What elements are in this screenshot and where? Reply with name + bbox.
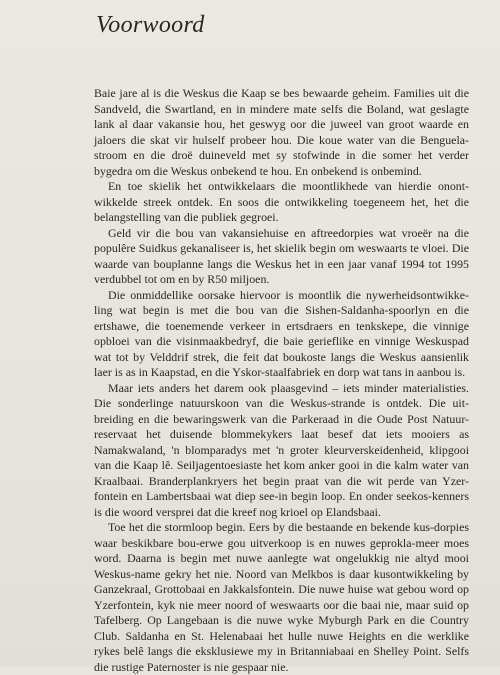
paragraph-4: Die onmiddellike oorsake hiervoor is moontlik die nywerheidsontwikke-ling wat begin is met die bou van die Sishen-Saldanha-spoorlyn en die ertshawe, die toenemende verkeer in ertsdraers en tenkskepe, die vinnige opbloei van die visinmaakbedryf, die baie gerieflike en vinnige Weskuspad wat tot by Velddrif strek, die feit dat boukoste langs die Weskus aansienlik laer is as in Kaapstad, en die Yskor-staalfabriek en dorp wat tans in aanbou is.	[94, 287, 469, 379]
paragraph-5: Maar iets anders het darem ook plaasgevind – iets minder materialisties. Die sonderlinge natuurskoon van die Weskus-strande is ontdek. Die uit-breiding en die bewaringswerk van die Parkeraad in die Oude Post Natuur-reservaat het duisende blommekykers laat besef dat iets mooiers as Namakwaland, 'n blomparadys met 'n groter kleurverskeidenheid, klipgooi van die Kaap lê. Seiljagentoesiaste het kom anker gooi in die kalm water van Kraalbaai. Branderplankryers het begin praat van die wit perde van Yzer-fontein en Lambertsbaai wat diep see-in begin loop. En onder seekos-kenners is die woord versprei dat die kreef nog krioel op Elandsbaai.	[94, 380, 469, 519]
page-title: Voorwoord	[96, 12, 205, 38]
paragraph-1: Baie jare al is die Weskus die Kaap se bes bewaarde geheim. Families uit die Sandveld, die Swartland, en in mindere mate selfs die Boland, wat geslagte lank al daar vakansie hou, het geswyg oor die juweel van groot waarde en jaloers die skat vir hulself probeer hou. Die koue water van die Benguela-stroom en die droë duineveld met sy stofwinde in die somer het verder bygedra om die Weskus onbekend te hou. En onbekend is onbemind.	[94, 86, 469, 178]
body-text	[94, 86, 469, 675]
paragraph-3: Geld vir die bou van vakansiehuise en aftreedorpies wat vroeër na die populêre Suidkus gekanaliseer is, het skielik begin om weswaarts te vloei. Die waarde van bouplanne langs die Weskus het in een jaar vanaf 1994 tot 1995 verdubbel tot om en by R50 miljoen.	[94, 225, 469, 286]
paragraph-6: Toe het die stormloop begin. Eers by die bestaande en bekende kus-dorpies waar beskikbare bou-erwe gou uitverkoop is en nuwes geprokla-meer moes word. Daarna is begin met nuwe aanlegte wat ongelukkig nie altyd mooi Weskus-name gekry het nie. Noord van Melkbos is daar kusontwikkeling by Ganzekraal, Grottobaai en Jakkalsfontein. Die nuwe huise wat gebou word op Yzerfontein, kyk nie meer noord of weswaarts oor die baai nie, maar suid op Tafelberg. Op Langebaan is die nuwe wyke Myburgh Park en die Country Club. Saldanha en St. Helenabaai het hulle nuwe Heights en die werklike rykes belê langs die eksklusiewe my in Britanniabaai en Shelley Point. Selfs die rustige Paternoster is nie gespaar nie.	[94, 520, 469, 674]
paragraph-2: En toe skielik het ontwikkelaars die moontlikhede van hierdie onont-wikkelde streek ontdek. En soos die ontwikkeling toegeneem het, het die belangstelling van die publiek gegroei.	[94, 179, 469, 224]
